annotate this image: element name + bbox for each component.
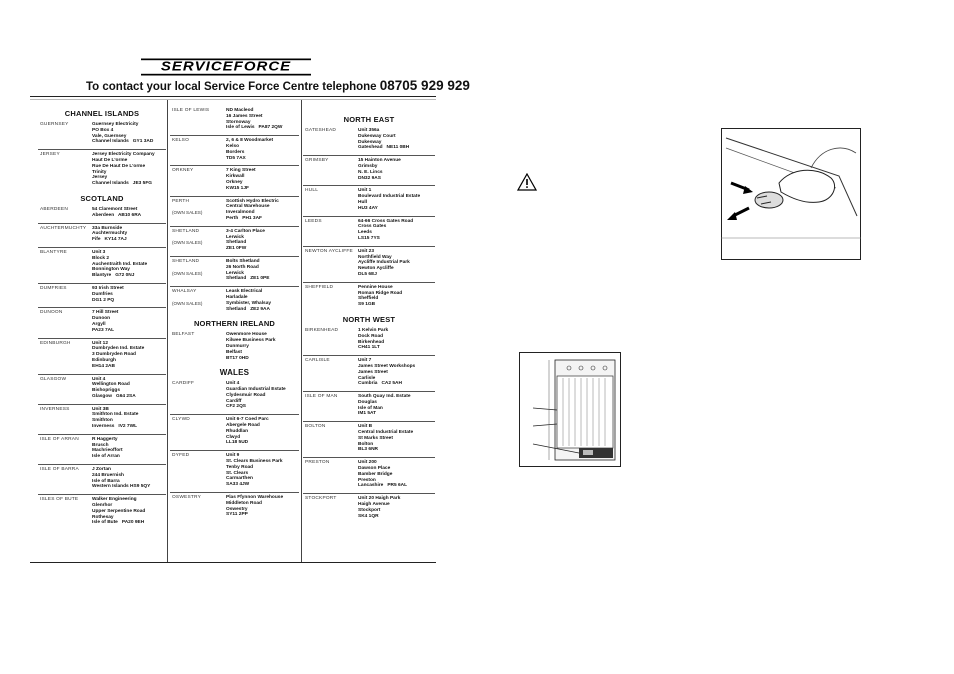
service-centre-entry — [303, 326, 435, 355]
service-centre-entry — [170, 414, 299, 450]
serviceforce-logo: SERVICEFORCE — [141, 59, 311, 76]
top-rule-secondary — [30, 99, 436, 100]
service-centre-entry — [170, 165, 299, 195]
address-line: 244 Bruernish — [92, 472, 124, 478]
service-centre-location: BLANTYRE — [40, 249, 67, 255]
fridge-interior-illustration — [519, 352, 621, 467]
address-line: South Quay Ind. Estate — [358, 394, 411, 400]
service-centre-location: BOLTON — [305, 424, 326, 430]
address-line: Rothesay — [92, 514, 114, 520]
address-line: Rhuddlan — [226, 428, 249, 434]
service-centre-entry — [170, 135, 299, 165]
address-line: Aycliffe Industrial Park — [358, 260, 410, 266]
service-centre-entry — [303, 246, 435, 282]
service-centre-location: DYFED — [172, 453, 190, 459]
address-line: LS15 7YS — [358, 235, 380, 241]
service-centre-address — [226, 289, 299, 312]
service-centre-address — [226, 108, 299, 131]
service-centre-location: SHETLAND — [172, 258, 200, 264]
service-centre-address — [92, 226, 166, 243]
address-line: Isle of Barra — [92, 478, 120, 484]
region-heading: SCOTLAND — [80, 193, 124, 203]
service-centre-location: ABERDEEN — [40, 206, 68, 212]
address-line: Clydesmuir Road — [226, 392, 266, 398]
address-line: HU3 4AY — [358, 205, 378, 211]
address-line: Inverness IV2 7WL — [92, 424, 138, 430]
service-centre-location: DUMFRIES — [40, 285, 67, 291]
service-centre-location: GUERNSEY — [40, 122, 69, 127]
address-line: Aberdeen AB10 6RA — [92, 212, 142, 218]
service-centre-location: DUNOON — [40, 310, 63, 316]
address-line: Unit 3B — [92, 406, 109, 412]
address-line: Smithton — [92, 418, 113, 424]
service-centre-entry — [303, 185, 435, 215]
address-line: Dunoon — [92, 316, 111, 322]
address-line: 54 Claremont Street — [92, 206, 138, 212]
address-line: Abergele Road — [226, 423, 260, 429]
service-centre-location: SHETLAND — [172, 228, 200, 234]
address-line: Kirkwall — [226, 174, 245, 180]
service-centre-entry — [303, 355, 435, 391]
address-line: Central Warehouse — [226, 204, 270, 210]
address-line: Inveralmond — [226, 210, 255, 216]
address-line: CH41 1LT — [358, 345, 380, 351]
address-line: Shetland ZE1 0PE — [226, 276, 270, 282]
address-line: 64-66 Cross Gates Road — [358, 218, 414, 224]
service-centre-address — [226, 381, 299, 410]
service-centre-address — [358, 128, 435, 151]
address-line: Unit 20 Haigh Park — [358, 496, 401, 502]
address-line: TD5 7AX — [226, 155, 246, 161]
address-line: Cardiff — [226, 398, 242, 404]
service-centre-entry — [303, 282, 435, 312]
service-centre-location: ISLE OF MAN — [305, 394, 338, 400]
service-centre-location: JERSEY — [40, 152, 60, 158]
contact-line — [86, 78, 470, 93]
address-line: Kelso — [226, 143, 240, 149]
address-line: Bolton — [358, 441, 374, 447]
service-centre-address — [358, 219, 435, 242]
address-line: Channel Islands JE3 5FG — [92, 181, 152, 187]
service-centre-address — [92, 497, 166, 526]
service-centre-entry — [38, 149, 166, 191]
address-line: Blantyre G72 0NJ — [92, 273, 135, 279]
contact-phone: 08705 929 929 — [379, 78, 470, 93]
service-centre-location: ISLE OF LEWIS — [172, 108, 210, 113]
service-centre-entry — [303, 493, 435, 523]
address-line: Lerwick — [226, 270, 244, 276]
service-centre-address — [358, 285, 435, 308]
address-line: Bonnington Way — [92, 267, 130, 273]
service-centre-address — [92, 377, 166, 400]
directory-column-1 — [38, 106, 166, 530]
address-line: Guernsey Electricity — [92, 122, 139, 127]
address-line: Dock Road — [358, 333, 384, 339]
address-line: Haut De L'orme — [92, 157, 128, 163]
address-line: N. E. Lincs — [358, 169, 383, 175]
service-centre-entry — [170, 492, 299, 522]
service-centre-address — [92, 250, 166, 279]
address-line: Unit 3 — [92, 249, 106, 255]
address-line: Gateshead NE11 0BH — [358, 145, 410, 151]
address-line: S9 1GB — [358, 302, 376, 308]
address-line: Owenmore House — [226, 332, 267, 338]
address-line: Orkney — [226, 179, 243, 185]
address-line: Rue De Haut De L'orme — [92, 163, 146, 169]
service-centre-location: HULL — [305, 188, 319, 194]
address-line: Leeds — [358, 230, 372, 236]
address-line: Channel Islands GY1 3AD — [92, 139, 154, 145]
service-centre-location: INVERNESS — [40, 406, 70, 412]
region-heading: WALES — [219, 368, 250, 378]
service-centre-entry — [303, 457, 435, 493]
service-centre-address — [226, 199, 299, 222]
address-line: PO Box 4 — [92, 127, 114, 133]
address-line: Isle of Arran — [92, 454, 120, 460]
service-centre-address — [358, 158, 435, 181]
service-centre-address — [226, 259, 299, 282]
service-centre-entry — [38, 494, 166, 530]
column-divider-2 — [301, 100, 302, 562]
service-centre-location: GATESHEAD — [305, 128, 337, 133]
address-line: St Marks Street — [358, 435, 393, 441]
service-centre-entry — [170, 226, 299, 256]
service-centre-address — [226, 495, 299, 518]
top-rule — [30, 96, 436, 97]
address-line: Unit 23 — [358, 248, 374, 254]
address-line: Dunmurry — [226, 343, 249, 349]
address-line: Brusch — [92, 442, 109, 448]
service-centre-location: NEWTON AYCLIFFE — [305, 248, 353, 254]
service-centre-address — [92, 341, 166, 370]
address-line: EH14 2AB — [92, 363, 115, 369]
service-centre-entry — [170, 196, 299, 226]
address-line: Argyll — [92, 321, 106, 327]
address-line: SA33 4JW — [226, 482, 250, 488]
service-centre-address — [92, 152, 166, 187]
address-line: Lancashire PR5 6AL — [358, 483, 408, 489]
service-centre-address — [226, 229, 299, 252]
address-line: Dukesway — [358, 139, 382, 145]
service-centre-address — [358, 496, 435, 519]
address-line: Douglas — [358, 399, 377, 405]
address-line: Scottish Hydro Electric — [226, 198, 279, 204]
service-centre-entry — [170, 106, 299, 135]
address-line: Glenrhor — [92, 503, 113, 509]
address-line: St. Clears Business Park — [226, 459, 283, 465]
address-line: Oswestry — [226, 506, 248, 512]
contact-text: To contact your local Service Force Centre telephone — [86, 81, 377, 93]
address-line: Grimsby — [358, 163, 378, 169]
address-line: Unit 9 — [226, 453, 240, 459]
address-line: Birkenhead — [358, 339, 385, 345]
service-centre-location: ORKNEY — [172, 168, 194, 174]
bottom-rule — [30, 562, 436, 563]
address-line: Symbister, Whalsay — [226, 300, 272, 306]
service-centre-location: KELSO — [172, 138, 189, 144]
address-line: Newton Aycliffe — [358, 266, 394, 272]
service-centre-entry — [170, 379, 299, 414]
address-line: Haigh Avenue — [358, 502, 390, 508]
address-line: 7 Hill Street — [92, 310, 119, 316]
hand-adjusting-thermostat-illustration — [721, 128, 861, 260]
address-line: Dukesway Court — [358, 133, 396, 139]
service-centre-location: ISLE OF BARRA — [40, 467, 79, 473]
address-line: Roman Ridge Road — [358, 290, 403, 296]
address-line: Bamber Bridge — [358, 471, 393, 477]
address-line: Trinity — [92, 169, 107, 175]
directory-column-3 — [303, 112, 435, 523]
address-line: Bolts Shetland — [226, 258, 260, 264]
address-line: Kilwee Business Park — [226, 338, 276, 344]
address-line: Guardian Industrial Estate — [226, 387, 286, 393]
address-line: SY11 2PP — [226, 512, 248, 518]
address-line: James Street — [358, 369, 388, 375]
service-centre-location: OSWESTRY — [172, 495, 201, 501]
directory-column-2 — [170, 106, 299, 522]
service-centre-location: ISLES OF BUTE — [40, 497, 79, 503]
address-line: Unit 4 — [226, 381, 240, 387]
address-line: Glasgow G64 2SA — [92, 393, 136, 399]
address-line: 15 Hainton Avenue — [358, 158, 401, 164]
address-line: BT17 0HD — [226, 355, 249, 361]
address-line: Unit 1 — [358, 188, 372, 194]
service-centre-entry — [38, 223, 166, 247]
service-centre-location: STOCKPORT — [305, 496, 337, 502]
service-centre-address — [92, 286, 166, 303]
service-centre-address — [358, 394, 435, 417]
address-line: Unit 6-7 Coed Parc — [226, 417, 269, 423]
service-centre-address — [226, 417, 299, 446]
service-centre-location: PERTH — [172, 198, 190, 204]
column-divider-1 — [167, 100, 168, 562]
service-centre-address — [226, 168, 299, 191]
address-line: Wellington Road — [92, 382, 130, 388]
address-line: Auchtermuchty — [92, 231, 128, 237]
service-centre-entry — [38, 464, 166, 494]
address-line: Dumbryden Ind. Estate — [92, 346, 145, 352]
address-line: Clwyd — [226, 434, 241, 440]
service-centre-location: AUCHTERMUCHTY — [40, 225, 87, 231]
service-centre-location: CLYWD — [172, 417, 190, 423]
service-centre-entry — [303, 421, 435, 457]
address-line: 2, 6 & 8 Woodmarket — [226, 138, 274, 144]
address-line: Stornoway — [226, 119, 251, 125]
address-line: Unit 7 — [358, 358, 372, 364]
service-centre-entry — [38, 307, 166, 337]
service-centre-address — [92, 467, 166, 490]
address-line: Boulevard Industrial Estate — [358, 194, 421, 200]
service-centre-address — [92, 207, 166, 219]
address-line: Fife KY14 7AJ — [92, 237, 127, 243]
service-centre-entry — [38, 247, 166, 283]
address-line: Cross Gates — [358, 224, 387, 230]
region-heading: NORTHERN IRELAND — [193, 319, 276, 329]
address-line: Perth PH1 3AF — [226, 215, 262, 221]
own-sales-note: (OWN SALES) — [172, 270, 203, 276]
address-line: 16 James Street — [226, 113, 263, 119]
address-line: Jersey Electricity Company — [92, 152, 155, 158]
address-line: Stockport — [358, 507, 381, 513]
address-line: Vale, Guernsey — [92, 133, 127, 139]
address-line: Smithton Ind. Estate — [92, 412, 139, 418]
address-line: DN32 9AS — [358, 175, 381, 181]
service-centre-entry — [170, 330, 299, 365]
address-line: Isle of Lewis PA87 2QW — [226, 125, 283, 131]
own-sales-note: (OWN SALES) — [172, 240, 203, 246]
service-centre-entry — [38, 374, 166, 404]
address-line: Central Industrial Estate — [358, 430, 414, 436]
address-line: KW15 1JF — [226, 185, 249, 191]
service-centre-entry — [303, 155, 435, 185]
service-centre-address — [358, 188, 435, 211]
address-line: R Haggerty — [92, 436, 118, 442]
address-line: 3-4 Carlton Place — [226, 228, 265, 234]
address-line: IM1 5AT — [358, 411, 377, 417]
address-line: Isle of Bute PA20 9EH — [92, 520, 145, 526]
address-line: J Zortan — [92, 467, 111, 473]
address-line: DL5 6EJ — [358, 271, 377, 277]
address-line: Machrieoffort — [92, 448, 123, 454]
service-centre-entry — [38, 120, 166, 149]
region-heading: NORTH EAST — [343, 115, 395, 124]
address-line: Isle of Man — [358, 405, 383, 411]
service-centre-address — [92, 310, 166, 333]
service-centre-entry — [303, 391, 435, 421]
address-line: Shetland — [226, 240, 247, 246]
service-centre-entry — [170, 256, 299, 286]
address-line: James Street Workshops — [358, 363, 416, 369]
service-centre-location: BIRKENHEAD — [305, 327, 339, 333]
address-line: Tenby Road — [226, 464, 254, 470]
address-line: Western Islands HS9 5QY — [92, 484, 151, 490]
service-centre-address — [358, 249, 435, 278]
own-sales-note: (OWN SALES) — [172, 300, 203, 306]
service-centre-entry — [38, 404, 166, 434]
service-centre-location: WHALSAY — [172, 289, 197, 295]
address-line: Edinburgh — [92, 357, 116, 363]
service-centre-address — [92, 407, 166, 430]
address-line: Lerwick — [226, 234, 244, 240]
address-line: Borders — [226, 149, 245, 155]
address-line: Dumfries — [92, 291, 113, 297]
service-centre-entry — [38, 283, 166, 307]
address-line: Auchentraith Ind. Estate — [92, 261, 148, 267]
address-line: 7 King Street — [226, 168, 256, 174]
service-centre-entry — [38, 205, 166, 223]
service-centre-location: BELFAST — [172, 332, 195, 338]
address-line: Dawson Place — [358, 466, 391, 472]
service-centre-address — [358, 424, 435, 453]
address-line: Preston — [358, 477, 376, 483]
service-centre-location: LEEDS — [305, 218, 322, 224]
address-line: 33a Burnside — [92, 225, 123, 231]
address-line: CF2 2QS — [226, 404, 246, 410]
address-line: Northfield Way — [358, 254, 392, 260]
service-centre-address — [92, 437, 166, 460]
address-line: Carmarthen — [226, 476, 253, 482]
service-centre-location: GLASGOW — [40, 376, 67, 382]
service-centre-location: CARDIFF — [172, 381, 195, 387]
region-heading: CHANNEL ISLANDS — [64, 109, 140, 118]
address-line: Jersey — [92, 175, 108, 181]
service-centre-address — [92, 122, 166, 145]
warning-triangle-icon — [517, 173, 537, 191]
address-line: ZE1 0FW — [226, 246, 247, 252]
address-line: Belfast — [226, 349, 242, 355]
address-line: Shetland ZE2 9AA — [226, 306, 270, 312]
service-centre-address — [358, 328, 435, 351]
service-centre-entry — [170, 450, 299, 492]
address-line: 1 Kelvin Park — [358, 327, 389, 333]
address-line: 93 Irish Street — [92, 285, 124, 291]
service-centre-address — [226, 332, 299, 361]
address-line: Bishopriggs — [92, 388, 120, 394]
address-line: Pennine House — [358, 284, 393, 290]
address-line: Middleton Road — [226, 500, 262, 506]
address-line: Upper Serpentine Road — [92, 508, 146, 514]
address-line: St. Clears — [226, 470, 249, 476]
address-line: PA23 7AL — [92, 327, 115, 333]
service-centre-entry — [38, 338, 166, 374]
address-line: Unit 200 — [358, 460, 377, 466]
address-line: Sheffield — [358, 296, 379, 302]
address-line: Unit B — [358, 424, 373, 430]
service-centre-location: PRESTON — [305, 460, 330, 466]
service-centre-address — [358, 358, 435, 387]
address-line: Leask Electrical — [226, 289, 263, 295]
address-line: Unit 4 — [92, 376, 106, 382]
service-centre-location: ISLE OF ARRAN — [40, 436, 79, 442]
service-centre-entry — [303, 126, 435, 155]
address-line: BL3 6NR — [358, 447, 378, 453]
address-line: Block 2 — [92, 255, 110, 261]
address-line: DG1 2 PQ — [92, 297, 115, 303]
service-centre-entry — [303, 216, 435, 246]
address-line: SK4 1QR — [358, 513, 379, 519]
service-centre-location: GRIMSBY — [305, 158, 329, 164]
service-centre-address — [226, 138, 299, 161]
address-line: Harladale — [226, 294, 248, 300]
address-line: Plas Ffynnon Warehouse — [226, 495, 284, 501]
own-sales-note: (OWN SALES) — [172, 210, 203, 216]
address-line: 26 North Road — [226, 264, 259, 270]
address-line: ND Macleod — [226, 108, 254, 113]
service-centre-entry — [170, 286, 299, 316]
region-heading: NORTH WEST — [342, 314, 396, 324]
address-line: Hull — [358, 199, 368, 205]
service-centre-address — [226, 453, 299, 488]
address-line: Unit 12 — [92, 340, 108, 346]
service-centre-location: SHEFFIELD — [305, 284, 334, 290]
address-line: Unit 356a — [358, 128, 380, 133]
service-centre-location: CARLISLE — [305, 358, 330, 364]
address-line: LL18 5UD — [226, 440, 249, 446]
service-centre-entry — [38, 434, 166, 464]
address-line: Cumbria CA2 5AH — [358, 381, 402, 387]
service-centre-address — [358, 460, 435, 489]
address-line: Walker Engineering — [92, 497, 137, 503]
address-line: Carlisle — [358, 375, 376, 381]
service-centre-location: EDINBURGH — [40, 340, 71, 346]
address-line: 3 Dumbryden Road — [92, 352, 136, 358]
